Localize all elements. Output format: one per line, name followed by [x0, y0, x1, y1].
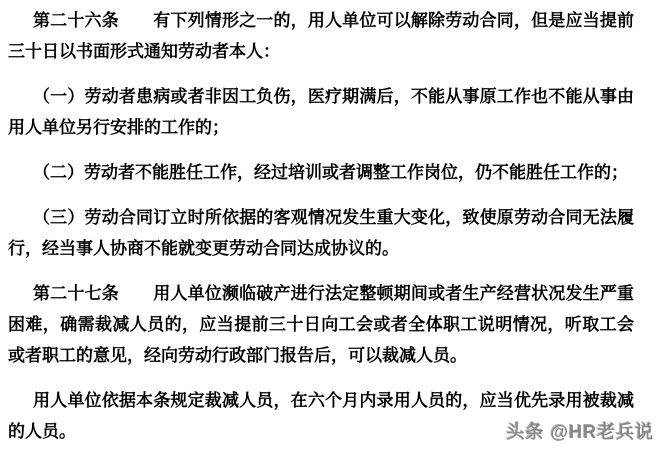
article-26-intro: 第二十六条 有下列情形之一的，用人单位可以解除劳动合同，但是应当提前三十日以书面形式通知劳动者本人：	[8, 11, 634, 61]
article-26-item-3: （三）劳动合同订立时所依据的客观情况发生重大变化，致使原劳动合同无法履行，经当事人协商不能就变更劳动合同达成协议的。	[8, 208, 634, 258]
article-26-item-1: （一）劳动者患病或者非因工负伤，医疗期满后，不能从事原工作也不能从事由用人单位另行安排的工作的；	[8, 87, 634, 137]
toutiao-author-watermark: 头条 @HR老兵说	[506, 422, 654, 442]
article-26-item-2: （二）劳动者不能胜任工作，经过培训或者调整工作岗位，仍不能胜任工作的；	[33, 163, 628, 182]
article-27-rehire-paragraph: 用人单位依据本条规定裁减人员，在六个月内录用人员的，应当优先录用被裁减的人员。	[8, 391, 634, 441]
article-27-paragraph: 第二十七条 用人单位濒临破产进行法定整顿期间或者生产经营状况发生严重困难，确需裁减人员的，应当提前三十日向工会或者全体职工说明情况，听取工会或者职工的意见，经向劳动行政部门报告后，可以裁减人员。	[8, 284, 634, 365]
